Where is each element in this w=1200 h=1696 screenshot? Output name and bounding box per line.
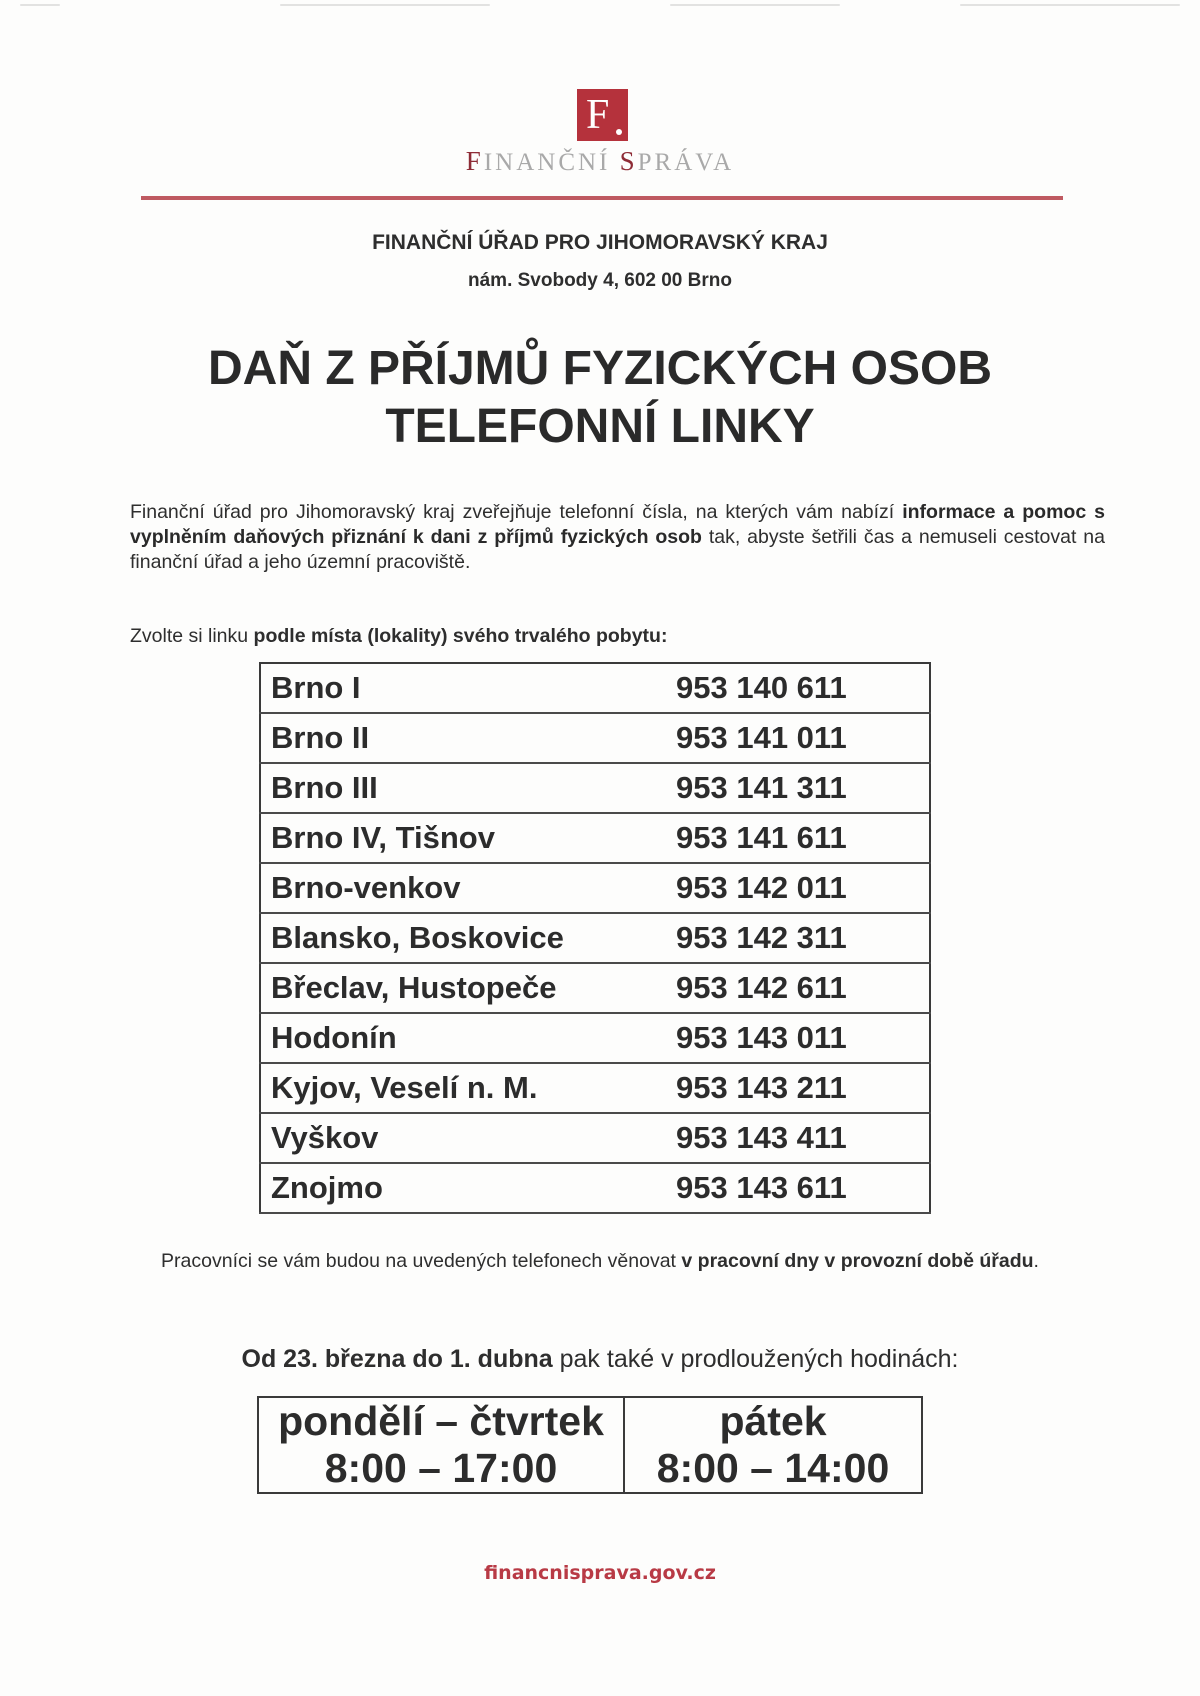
hours-row bbox=[258, 1397, 922, 1493]
office-address: nám. Svobody 4, 602 00 Brno bbox=[468, 270, 732, 291]
website-link[interactable]: financnisprava.gov.cz bbox=[484, 1562, 716, 1584]
note-text: . bbox=[1033, 1250, 1039, 1272]
phone-number-cell: 953 140 611 bbox=[676, 663, 930, 713]
scan-artifact bbox=[960, 4, 1180, 6]
location-cell: Hodonín bbox=[260, 1013, 676, 1063]
table-row bbox=[260, 1063, 930, 1113]
table-row bbox=[260, 1013, 930, 1063]
extended-hours-heading bbox=[0, 1345, 1200, 1374]
location-cell: Břeclav, Hustopeče bbox=[260, 963, 676, 1013]
location-cell: Kyjov, Veselí n. M. bbox=[260, 1063, 676, 1113]
hours-days: pondělí – čtvrtek bbox=[278, 1398, 604, 1444]
note-bold: v pracovní dny v provozní době úřadu bbox=[681, 1250, 1034, 1272]
intro-bold: informace a pomoc s vyplněním daňových přiznání k dani z příjmů fyzických osob bbox=[130, 501, 1105, 548]
intro-text: tak, abyste šetřili čas a nemuseli cestovat na finanční úřad a jeho územní pracoviště. bbox=[130, 526, 1105, 573]
wordmark-text: PRÁVA bbox=[637, 149, 735, 176]
hours-cell-mon-thu bbox=[258, 1397, 624, 1493]
logo-icon bbox=[577, 89, 628, 141]
location-cell: Blansko, Boskovice bbox=[260, 913, 676, 963]
location-cell: Vyškov bbox=[260, 1113, 676, 1163]
phone-lines-table bbox=[259, 662, 931, 1214]
page-title bbox=[0, 340, 1200, 456]
scan-artifact bbox=[280, 4, 490, 6]
hours-cell-fri bbox=[624, 1397, 922, 1493]
location-cell: Brno III bbox=[260, 763, 676, 813]
phone-number-cell: 953 141 611 bbox=[676, 813, 930, 863]
extended-text: pak také v prodloužených hodinách: bbox=[552, 1345, 959, 1373]
location-cell: Brno I bbox=[260, 663, 676, 713]
logo-wordmark bbox=[0, 146, 1200, 177]
extended-hours-table bbox=[257, 1396, 923, 1494]
table-row bbox=[260, 1163, 930, 1213]
choose-text: Zvolte si linku bbox=[130, 625, 254, 647]
hours-time: 8:00 – 17:00 bbox=[324, 1445, 558, 1491]
phone-number-cell: 953 142 311 bbox=[676, 913, 930, 963]
logo-dot bbox=[616, 129, 622, 135]
table-row bbox=[260, 663, 930, 713]
location-cell: Brno-venkov bbox=[260, 863, 676, 913]
title-line-1: DAŇ Z PŘÍJMŮ FYZICKÝCH OSOB bbox=[207, 342, 993, 395]
title-line-2: TELEFONNÍ LINKY bbox=[385, 400, 815, 453]
hours-days: pátek bbox=[719, 1398, 827, 1444]
scan-artifact bbox=[670, 4, 840, 6]
table-row bbox=[260, 1113, 930, 1163]
phone-number-cell: 953 143 211 bbox=[676, 1063, 930, 1113]
phone-number-cell: 953 141 011 bbox=[676, 713, 930, 763]
location-cell: Brno IV, Tišnov bbox=[260, 813, 676, 863]
choose-bold: podle místa (lokality) svého trvalého pobytu: bbox=[253, 625, 668, 647]
wordmark-cap: F bbox=[465, 146, 484, 176]
logo-letter: F bbox=[586, 92, 610, 138]
scan-artifact bbox=[20, 4, 60, 6]
intro-paragraph bbox=[130, 500, 1105, 575]
phone-number-cell: 953 142 011 bbox=[676, 863, 930, 913]
extended-date-range: Od 23. března do 1. dubna bbox=[241, 1345, 553, 1373]
office-name: FINANČNÍ ÚŘAD PRO JIHOMORAVSKÝ KRAJ bbox=[372, 231, 828, 254]
header-divider bbox=[141, 196, 1063, 200]
phone-number-cell: 953 143 611 bbox=[676, 1163, 930, 1213]
choose-line-instruction bbox=[130, 625, 667, 648]
phone-number-cell: 953 142 611 bbox=[676, 963, 930, 1013]
location-cell: Brno II bbox=[260, 713, 676, 763]
intro-text: Finanční úřad pro Jihomoravský kraj zveřejňuje telefonní čísla, na kterých vám nabízí bbox=[130, 501, 903, 523]
table-row bbox=[260, 863, 930, 913]
wordmark-text: INANČNÍ bbox=[483, 149, 620, 176]
table-row bbox=[260, 713, 930, 763]
table-row bbox=[260, 813, 930, 863]
phone-number-cell: 953 143 411 bbox=[676, 1113, 930, 1163]
phone-number-cell: 953 143 011 bbox=[676, 1013, 930, 1063]
wordmark-cap: S bbox=[619, 146, 638, 176]
office-hours-note bbox=[0, 1250, 1200, 1273]
hours-time: 8:00 – 14:00 bbox=[656, 1445, 890, 1491]
table-row bbox=[260, 963, 930, 1013]
location-cell: Znojmo bbox=[260, 1163, 676, 1213]
phone-number-cell: 953 141 311 bbox=[676, 763, 930, 813]
table-row bbox=[260, 913, 930, 963]
table-row bbox=[260, 763, 930, 813]
note-text: Pracovníci se vám budou na uvedených telefonech věnovat bbox=[161, 1250, 682, 1272]
